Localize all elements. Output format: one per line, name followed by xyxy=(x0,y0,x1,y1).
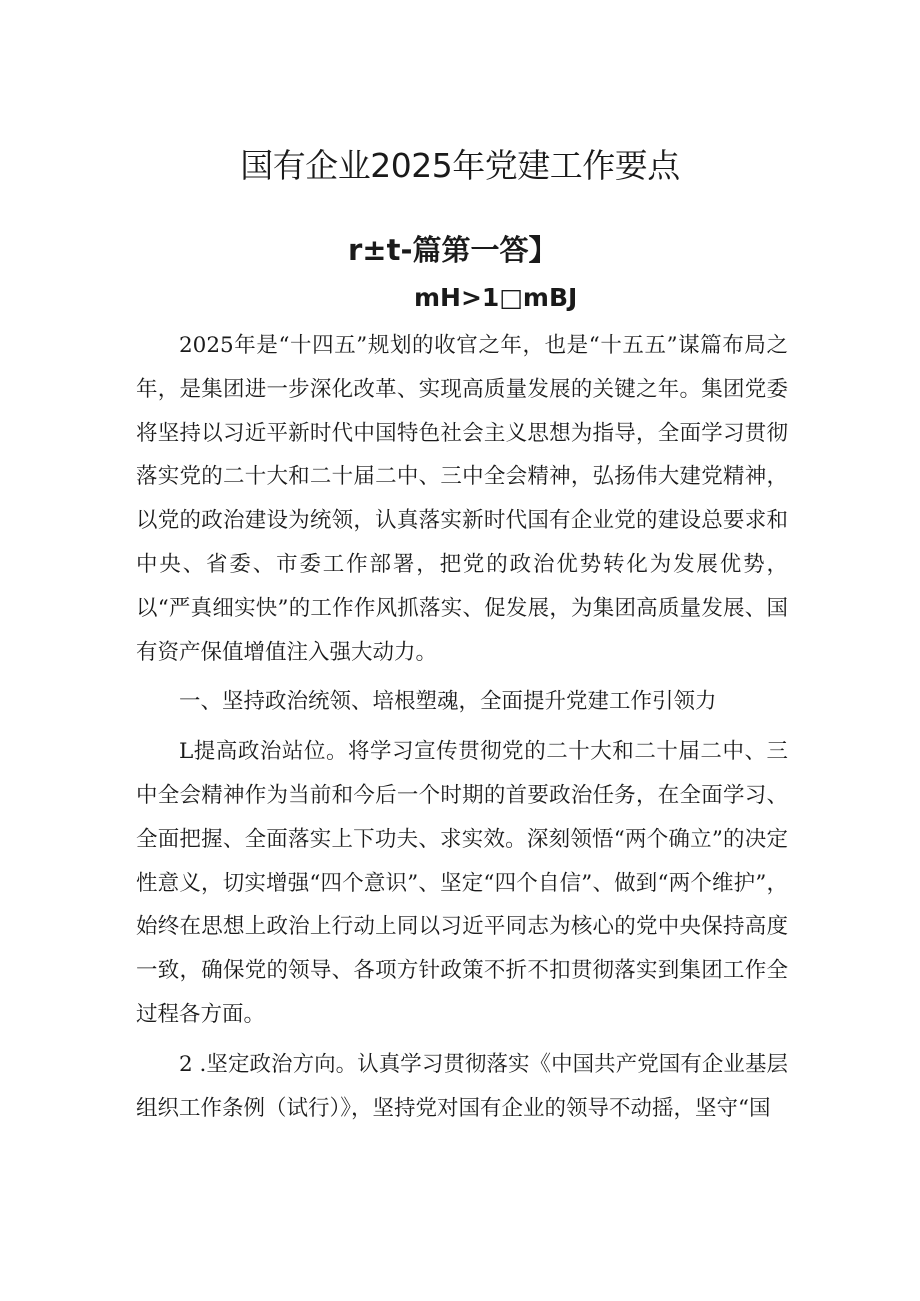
document-subtitle-line1: r±t-篇第一答】 xyxy=(348,233,558,267)
section-heading-1: 一、坚持政治统领、培根塑魂，全面提升党建工作引领力 xyxy=(179,689,717,715)
document-body xyxy=(136,324,788,1130)
paragraph-item-1: L提高政治站位。将学习宣传贯彻党的二十大和二十届二中、三中全会精神作为当前和今后一个时期的首要政治任务，在全面学习、全面把握、全面落实上下功夫、求实效。深刻领悟“两个确立”的决定性意义，切实增强“四个意识”、坚定“四个自信”、做到“两个维护”，始终在思想上政治上行动上同以习近平同志为核心的党中央保持高度一致，确保党的领导、各项方针政策不折不扣贯彻落实到集团工作全过程各方面。 xyxy=(136,739,788,1027)
paragraph-item-2: 2 .坚定政治方向。认真学习贯彻落实《中国共产党国有企业基层组织工作条例（试行）》，坚持党对国有企业的领导不动摇，坚守“国 xyxy=(136,1051,788,1121)
document-title: 国有企业2025年党建工作要点 xyxy=(240,146,680,185)
document-subtitle-line2: mH>1□mBJ xyxy=(414,283,578,312)
paragraph-intro: 2025年是“十四五”规划的收官之年，也是“十五五”谋篇布局之年，是集团进一步深化改革、实现高质量发展的关键之年。集团党委将坚持以习近平新时代中国特色社会主义思想为指导，全面学习贯彻落实党的二十大和二十届二中、三中全会精神，弘扬伟大建党精神，以党的政治建设为统领，认真落实新时代国有企业党的建设总要求和中央、省委、市委工作部署，把党的政治优势转化为发展优势，以“严真细实快”的工作作风抓落实、促发展，为集团高质量发展、国有资产保值增值注入强大动力。 xyxy=(136,333,788,665)
